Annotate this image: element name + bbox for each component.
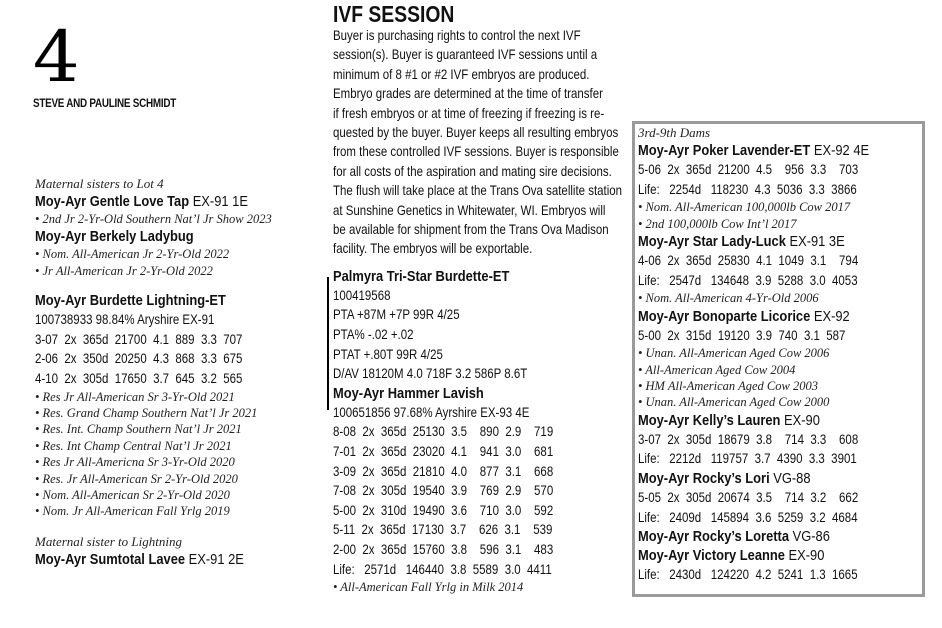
ivf-body-line: quested by the buyer. Buyer keeps all resulting embryos [333,124,619,141]
sire-line: PTAT +.80T 99R 4/25 [333,345,443,362]
dam-note: • Res Jr All-American Sr 3-Yr-Old 2021 [35,389,235,404]
dam-record: 2-06 2x 350d 20250 4.3 868 3.3 675 [35,350,243,367]
dam-entry [638,232,918,307]
dam-classification: EX-90 [784,411,820,429]
dam-note: • Res. Int Champ Central Nat’l Jr 2021 [35,438,232,453]
dam-name: Moy-Ayr Rocky’s Loretta [638,528,790,546]
dam-note: • HM All-American Aged Cow 2003 [638,379,818,393]
dam-note: • Nom. All-American 4-Yr-Old 2006 [638,291,819,306]
second-dam-record: 2-00 2x 365d 15760 3.8 596 3.1 483 [333,541,554,557]
dam-name-line [35,291,280,310]
ivf-body-line: at Sunshine Genetics in Whitewater, WI. Embryos will [333,201,606,218]
sire-line: D/AV 18120M 4.0 718F 3.2 586P 8.6T [333,365,528,382]
dam-note: • Res. Int. Champ Southern Nat’l Jr 2021 [35,422,242,437]
ivf-body-line: minimum of 8 #1 or #2 IVF embryos are produced. [333,65,590,82]
second-dam-name: Moy-Ayr Hammer Lavish [333,384,484,402]
ivf-body-line: Embryo grades are determined at the time of transfer [333,85,603,102]
pedigree-bracket-line [327,277,329,410]
sister-name: Moy-Ayr Berkely Ladybug [35,228,194,246]
dam-classification: VG-88 [773,470,811,487]
dam-record: 3-07 2x 305d 18679 3.8 714 3.3 608 [638,430,859,447]
dam-name: Moy-Ayr Rocky’s Lori [638,470,770,487]
sister-entry [35,192,320,227]
second-dam-record: 5-00 2x 310d 19490 3.6 710 3.0 592 [333,501,554,518]
dam-lifetime: Life: 2254d 118230 4.3 5036 3.3 3866 [638,180,857,197]
dam-lifetime: Life: 2212d 119757 3.7 4390 3.3 3901 [638,450,857,467]
sister-classification: EX-91 1E [192,193,248,210]
sister-note: • 2nd Jr 2-Yr-Old Southern Nat’l Jr Show 2023 [35,212,272,226]
dam-entry [638,307,918,411]
sire-name-line [333,267,591,286]
pedigree-block [333,267,633,596]
second-dam-id-line: 100651856 97.68% Ayrshire EX-93 4E [333,403,530,420]
dam-name-line [638,232,879,251]
dam-record: 4-10 2x 305d 17650 3.7 645 3.2 565 [35,370,243,386]
dam-record: 5-05 2x 305d 20674 3.5 714 3.2 662 [638,489,859,505]
dam-classification: VG-86 [792,528,830,546]
dam-entry [638,527,918,546]
sire-line: PTA +87M +7P 99R 4/25 [333,306,460,323]
dam-classification: EX-92 [813,307,850,325]
second-dam-name-line [333,384,591,403]
dam-note: • All-American Aged Cow 2004 [638,362,796,377]
dams-caption: 3rd-9th Dams [638,125,711,140]
dam-note: • Res Jr All-Americna Sr 3-Yr-Old 2020 [35,455,235,470]
ivf-body-line: from these controlled IVF sessions. Buyer is responsible [333,143,619,160]
dam-note: • Res. Jr All-American Sr 2-Yr-Old 2020 [35,471,238,486]
lot-number: 4 [32,16,80,98]
dam-classification: EX-92 4E [813,142,870,159]
dam-entry [638,546,918,585]
second-dam-record: 7-01 2x 365d 23020 4.1 941 3.0 681 [333,443,554,460]
dam-name: Moy-Ayr Burdette Lightning-ET [35,292,226,310]
dam-classification: EX-90 [788,547,825,565]
dam-note: • 2nd 100,000lb Cow Int’l 2017 [638,216,797,231]
dam-name-line [638,469,879,488]
second-dam-record: 7-08 2x 305d 19540 3.9 769 2.9 570 [333,482,554,499]
second-dam-note: • All-American Fall Yrlg in Milk 2014 [333,580,524,595]
ivf-body [333,26,628,259]
dam-name: Moy-Ayr Kelly’s Lauren [638,411,781,429]
right-column [638,125,918,585]
dam-entry [638,469,918,527]
dam-name: Moy-Ayr Bonoparte Licorice [638,307,811,325]
dam-name: Moy-Ayr Star Lady-Luck [638,233,786,250]
dam-lifetime: Life: 2430d 124220 4.2 5241 1.3 1665 [638,566,858,583]
lightning-sister-caption: Maternal sister to Lightning [35,533,182,549]
dam-record: 3-07 2x 365d 21700 4.1 889 3.3 707 [35,330,243,347]
sire-name: Palmyra Tri-Star Burdette-ET [333,267,510,285]
left-column [35,176,320,569]
dam-entry [35,291,320,520]
middle-column [333,2,633,596]
second-dam-record: 5-11 2x 365d 17130 3.7 626 3.1 539 [333,521,553,538]
dam-classification: EX-91 3E [789,233,845,250]
sister-entry [35,227,320,279]
sister-note: • Nom. All-American Jr 2-Yr-Old 2022 [35,247,230,262]
lightning-sister-name: Moy-Ayr Sumtotal Lavee [35,550,186,568]
dam-name-line [638,546,879,565]
dam-note: • Unan. All-American Aged Cow 2000 [638,395,830,410]
sister-name-line [35,192,280,211]
second-dam-record: 8-08 2x 365d 25130 3.5 890 2.9 719 [333,423,554,440]
dam-name: Moy-Ayr Poker Lavender-ET [638,142,811,159]
sister-name-line [35,227,280,246]
ivf-body-line: Buyer is purchasing rights to control the next IVF [333,27,581,43]
sire-line: 100419568 [333,286,391,303]
dam-note: • Nom. Jr All-American Fall Yrlg 2019 [35,504,230,519]
dam-record: 5-00 2x 315d 19120 3.9 740 3.1 587 [638,326,846,343]
ivf-body-line: facility. The embryos will be exportable. [333,240,533,257]
consignor-name: STEVE AND PAULINE SCHMIDT [33,98,177,110]
ivf-body-line: be available for shipment from the Trans Ova Madison [333,221,609,238]
dam-name-line [638,411,879,430]
dam-name-line [638,527,879,546]
sire-line: PTA% -.02 +.02 [333,326,414,343]
ivf-body-line: session(s). Buyer is guaranteed IVF sessions until a [333,46,598,63]
dam-id-line: 100738933 98.84% Aryshire EX-91 [35,311,215,328]
dam-name-line [638,307,879,326]
dam-lifetime: Life: 2409d 145894 3.6 5259 3.2 4684 [638,508,858,525]
dam-record: 4-06 2x 365d 25830 4.1 1049 3.1 794 [638,252,859,268]
dam-entry [638,411,918,469]
second-dam-lifetime: Life: 2571d 146440 3.8 5589 3.0 4411 [333,560,552,577]
sister-name: Moy-Ayr Gentle Love Tap [35,193,190,210]
lightning-sister-name-line [35,550,280,569]
ivf-body-line: if fresh embryos or at time of freezing if freezing is re- [333,104,605,121]
dam-name: Moy-Ayr Victory Leanne [638,547,785,565]
second-dam-record: 3-09 2x 365d 21810 4.0 877 3.1 668 [333,462,554,479]
dam-entry [638,141,918,232]
ivf-body-line: for all costs of the aspiration and mating sire decisions. [333,162,612,179]
dam-note: • Nom. All-American Sr 2-Yr-Old 2020 [35,488,230,503]
dam-name-line [638,141,879,160]
dam-note: • Res. Grand Champ Southern Nat’l Jr 2021 [35,406,258,420]
ivf-body-line: The flush will take place at the Trans Ova satellite station [333,182,623,199]
dam-note: • Unan. All-American Aged Cow 2006 [638,346,830,361]
sister-note: • Jr All-American Jr 2-Yr-Old 2022 [35,263,213,278]
ivf-title: IVF SESSION [333,1,455,27]
dam-note: • Nom. All-American 100,000lb Cow 2017 [638,200,851,215]
lightning-sister-classification: EX-91 2E [188,550,244,568]
sisters-caption: Maternal sisters to Lot 4 [35,176,164,191]
dam-record: 5-06 2x 365d 21200 4.5 956 3.3 703 [638,161,859,177]
dam-lifetime: Life: 2547d 134648 3.9 5288 3.0 4053 [638,271,858,288]
